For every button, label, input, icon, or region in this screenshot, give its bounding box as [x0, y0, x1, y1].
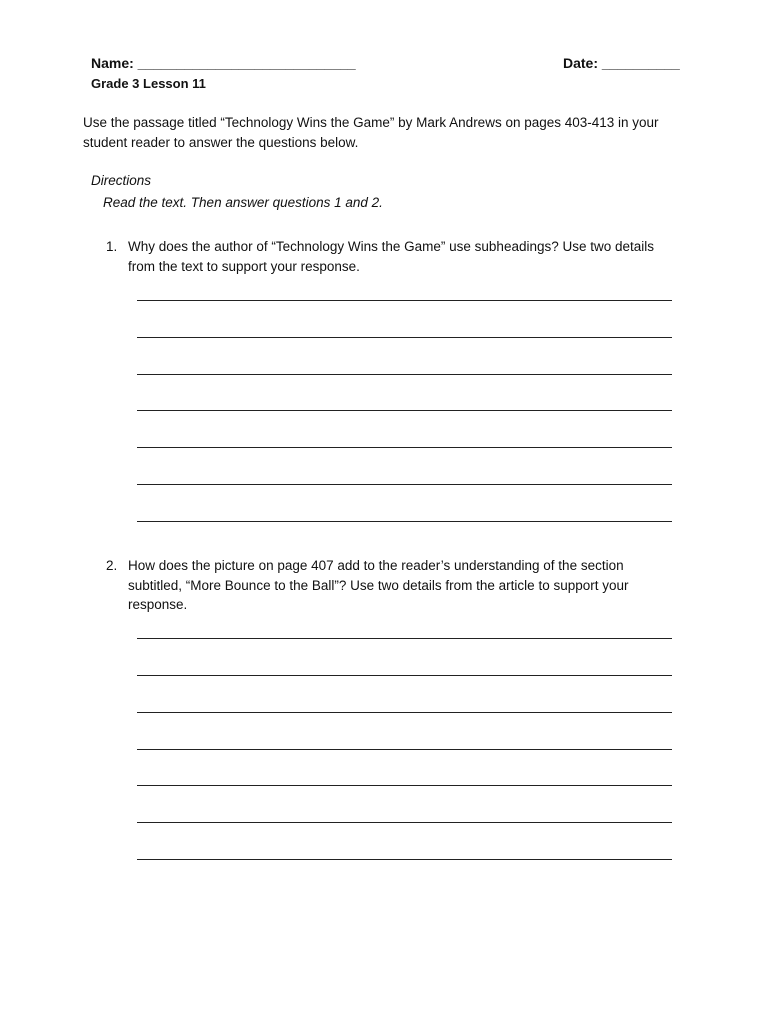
question-2-answer-line[interactable] — [137, 638, 672, 639]
question-1-number: 1. — [106, 239, 118, 254]
question-2-answer-line[interactable] — [137, 712, 672, 713]
question-1-answer-line[interactable] — [137, 300, 672, 301]
question-1-text: Why does the author of “Technology Wins the Game” use subheadings? Use two details from the text to support your response. — [128, 239, 655, 274]
question-2-answer-line[interactable] — [137, 822, 672, 823]
name-field-label: Name: ____________________________ — [91, 55, 356, 71]
directions-text: Read the text. Then answer questions 1 and 2. — [103, 195, 383, 210]
date-field-label: Date: __________ — [563, 55, 680, 71]
question-1-answer-line[interactable] — [137, 374, 672, 375]
question-2-answer-line[interactable] — [137, 749, 672, 750]
lesson-title: Grade 3 Lesson 11 — [91, 76, 206, 91]
question-2-answer-line[interactable] — [137, 859, 672, 860]
question-1-answer-line[interactable] — [137, 410, 672, 411]
directions-heading: Directions — [91, 173, 152, 188]
question-1-answer-line[interactable] — [137, 447, 672, 448]
question-2-number: 2. — [106, 558, 118, 573]
question-2-answer-line[interactable] — [137, 675, 672, 676]
question-1-answer-line[interactable] — [137, 337, 672, 338]
question-2-text: How does the picture on page 407 add to the reader’s understanding of the section subtitled, “More Bounce to the Ball”? Use two details from the article to support your response. — [128, 558, 629, 612]
question-1-answer-line[interactable] — [137, 484, 672, 485]
question-2-answer-line[interactable] — [137, 785, 672, 786]
intro-paragraph: Use the passage titled “Technology Wins the Game” by Mark Andrews on pages 403-413 in your student reader to answer the questions below. — [83, 115, 659, 150]
question-1-answer-line[interactable] — [137, 521, 672, 522]
